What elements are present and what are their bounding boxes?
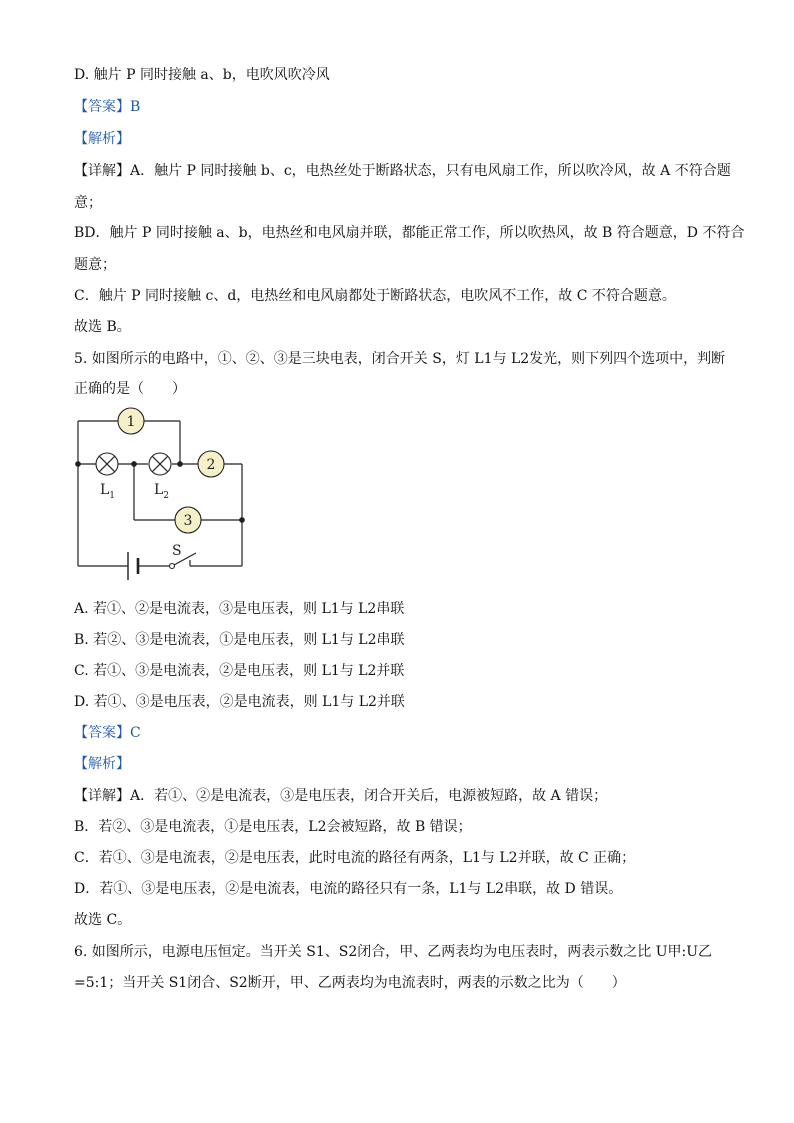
- q5-answer: 【答案】C: [74, 725, 141, 741]
- q5-detail-c: C．若①、③是电流表，②是电压表，此时电流的路径有两条，L1与 L2并联，故 C 正确；: [74, 850, 636, 866]
- q5-option-d: D. 若①、③是电压表，②是电流表，则 L1与 L2并联: [74, 694, 405, 710]
- q5-detail-a: 【详解】A．若①、②是电流表，③是电压表，闭合开关后，电源被短路，故 A 错误；: [74, 788, 608, 804]
- junction-dot: [178, 462, 183, 467]
- meter-3-label: 3: [183, 513, 193, 529]
- meter-1-label: 1: [126, 414, 136, 430]
- switch-label: S: [172, 543, 182, 559]
- q5-option-a: A. 若①、②是电流表，③是电压表，则 L1与 L2串联: [74, 601, 405, 617]
- q4-detail-line-3: C．触片 P 同时接触 c、d，电热丝和电风扇都处于断路状态，电吹风不工作，故 C 不符合题意。: [74, 288, 676, 304]
- junction-dot: [132, 462, 137, 467]
- lamp-l1-subscript: 1: [109, 491, 116, 501]
- lamp-l1-label: L: [100, 482, 110, 498]
- q4-detail-line-1: 【详解】A．触片 P 同时接触 b、c，电热丝处于断路状态，只有电风扇工作，所以吹冷风，故 A 不符合题: [74, 163, 731, 179]
- q5-stem-line-2: 正确的是（ ）: [74, 381, 186, 397]
- q5-option-c: C. 若①、③是电流表，②是电压表，则 L1与 L2并联: [74, 663, 405, 679]
- junction-dot: [240, 518, 245, 523]
- q4-detail-line-2b: 题意；: [74, 257, 116, 273]
- q4-option-d: D. 触片 P 同时接触 a、b，电吹风吹冷风: [74, 67, 330, 83]
- q4-answer: 【答案】B: [74, 99, 141, 115]
- junction-dot: [76, 462, 81, 467]
- q5-detail-b: B．若②、③是电流表，①是电压表，L2会被短路，故 B 错误；: [74, 819, 472, 835]
- q4-detail-line-2: BD．触片 P 同时接触 a、b，电热丝和电风扇并联，都能正常工作，所以吹热风，故 B 符合题意，D 不符合: [74, 225, 745, 241]
- q6-stem-line-1: 6. 如图所示，电源电压恒定。当开关 S1、S2闭合，甲、乙两表均为电压表时，两表示数之比 U甲:U乙: [74, 944, 713, 960]
- q5-option-b: B. 若②、③是电流表，①是电压表，则 L1与 L2串联: [74, 632, 405, 648]
- meter-2-label: 2: [206, 457, 216, 473]
- q5-conclusion: 故选 C。: [74, 912, 132, 928]
- svg-text:L1: [100, 482, 115, 501]
- lamp-l2-subscript: 2: [163, 491, 170, 501]
- lamp-l2-label: L: [154, 482, 164, 498]
- svg-text:L2: [154, 482, 169, 501]
- q5-detail-d: D．若①、③是电压表，②是电流表，电流的路径只有一条，L1与 L2串联，故 D 错误。: [74, 881, 623, 897]
- switch-contact-icon: [170, 564, 175, 569]
- q4-detail-line-1b: 意；: [74, 195, 102, 211]
- q5-analysis-heading: 【解析】: [74, 756, 130, 772]
- q5-stem-line-1: 5. 如图所示的电路中，①、②、③是三块电表，闭合开关 S，灯 L1与 L2发光，则下列四个选项中，判断: [74, 351, 726, 367]
- q6-stem-line-2: =5:1；当开关 S1闭合、S2断开，甲、乙两表均为电流表时，两表的示数之比为（ ）: [74, 975, 626, 991]
- q4-analysis-heading: 【解析】: [74, 131, 130, 147]
- q4-conclusion: 故选 B。: [74, 319, 131, 335]
- circuit-diagram: [66, 400, 266, 590]
